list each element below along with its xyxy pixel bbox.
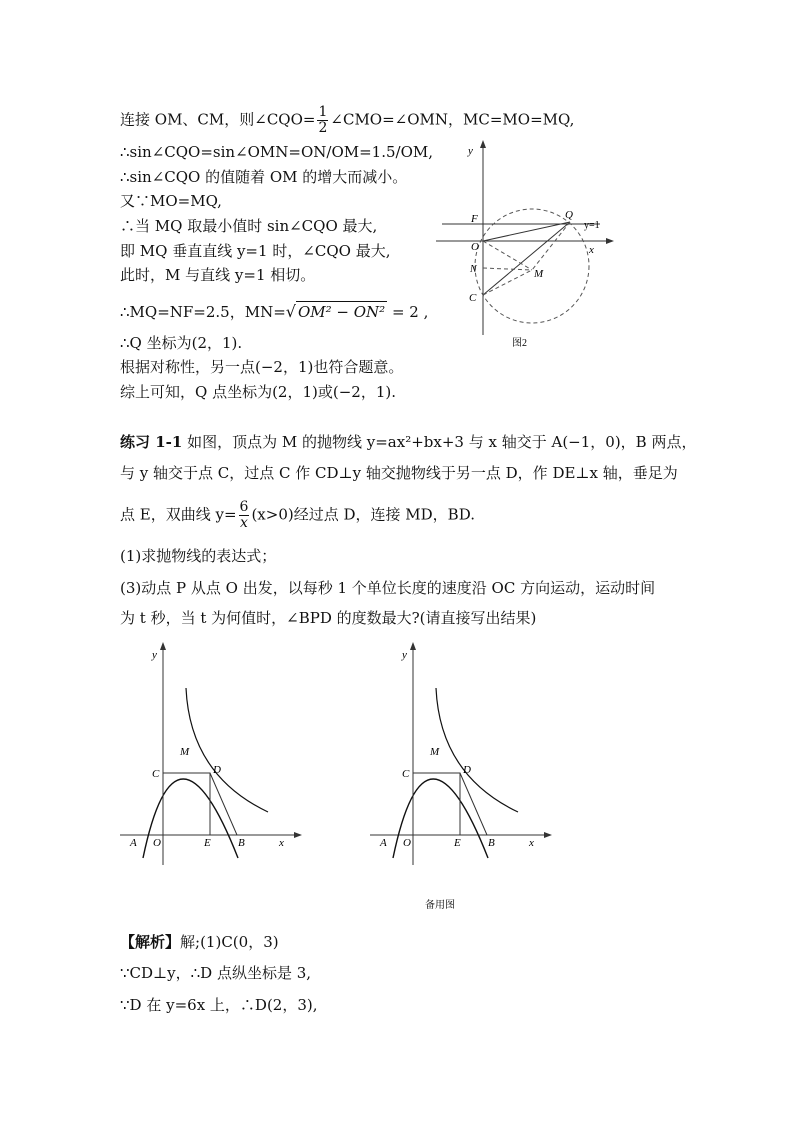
text-line-8: ∴MQ=NF=2.5，MN=√ OM² − ON² = 2 , [120,302,429,321]
fig2-label-y: y [468,145,473,157]
graph1-hyperbola [186,688,268,812]
text-line-10: 根据对称性，另一点(−2，1)也符合题意。 [120,358,404,376]
fig2-label-M: M [534,268,544,280]
graph2-label-y: y [402,649,407,661]
fraction-half [317,105,328,136]
exercise-l1-rest: 如图，顶点为 M 的抛物线 y=ax²+bx+3 与 x 轴交于 A(−1，0)，B 两点， [182,433,697,451]
solution-line-1 [120,932,279,952]
exercise-q1: (1)求抛物线的表达式； [120,547,277,565]
exercise-line-2: 与 y 轴交于点 C，过点 C 作 CD⊥y 轴交抛物线于另一点 D，作 DE⊥x 轴，垂足为 [120,464,678,482]
solution-line-2: ∵CD⊥y，∴D 点纵坐标是 3, [120,964,312,982]
exercise-line-1 [120,432,696,452]
exercise-line-3 [120,500,475,531]
fig2-label-line: y=1 [584,220,600,231]
graph2-label-O: O [403,837,411,849]
fraction-den: 2 [318,120,328,136]
graph1-rect-CDEO [163,773,210,835]
graph1-label-y: y [152,649,157,661]
solution-line-3: ∵D 在 y=6x 上，∴D(2，3), [120,996,318,1014]
exercise-l3-post: (x>0)经过点 D，连接 MD，BD. [251,505,475,524]
graph1-label-O: O [153,837,161,849]
fig2-label-x: x [589,244,594,256]
text-line-11: 综上可知，Q 点坐标为(2，1)或(−2，1). [120,383,396,401]
graph2-rect-CDEO [413,773,460,835]
fig2-label-N: N [470,264,477,275]
fig2-segment-NM [483,268,532,270]
fraction-den: x [240,515,248,531]
graph2-label-D: D [463,764,471,776]
text-line-9: ∴Q 坐标为(2，1). [120,334,243,352]
graph1-label-C: C [152,768,160,780]
graph2-label-C: C [402,768,410,780]
fig2-segment-OQ [483,222,570,241]
fig2-caption: 图2 [512,338,527,349]
parabola-graph-backup [368,640,558,915]
fig2-segment-CM [483,270,532,295]
text-line-5: ∴当 MQ 取最小值时 sin∠CQO 最大, [120,217,378,235]
graph1-label-E: E [204,837,211,849]
text-line-1 [120,105,574,136]
text-line-3: ∴sin∠CQO 的值随着 OM 的增大而减小。 [120,168,408,186]
fraction-6-over-x [239,500,250,531]
graph2-label-M: M [430,746,440,758]
solution-l1-rest: 解;(1)C(0，3) [180,933,279,951]
exercise-l3-pre: 点 E，双曲线 y= [120,505,237,524]
line1-pre: 连接 OM、CM，则∠CQO= [120,110,316,129]
fig2-label-O: O [471,241,479,253]
fig2-circle [475,209,589,323]
graph1-label-A: A [130,837,137,849]
graph1-label-x: x [279,837,284,849]
solution-tag: 【解析】 [120,933,181,951]
exercise-title: 练习 1-1 [120,433,183,451]
exercise-q3-line-a: (3)动点 P 从点 O 出发，以每秒 1 个单位长度的速度沿 OC 方向运动，运动时间 [120,579,656,597]
sqrt-expression: OM² − ON² [297,303,386,321]
graph2-label-E: E [454,837,461,849]
line1-post: ∠CMO=∠OMN，MC=MO=MQ, [330,110,575,129]
graph2-hyperbola [436,688,518,812]
text-line-6: 即 MQ 垂直直线 y=1 时，∠CQO 最大, [120,242,391,260]
backup-figure-caption: 备用图 [425,900,455,911]
exercise-q3-line-b: 为 t 秒，当 t 为何值时，∠BPD 的度数最大?(请直接写出结果) [120,609,537,627]
graph2-label-A: A [380,837,387,849]
graph2-label-B: B [488,837,495,849]
graph2-label-x: x [529,837,534,849]
fig2-label-F: F [471,213,478,225]
fig2-label-Q: Q [565,209,573,221]
graph1-label-B: B [238,837,245,849]
fig2-segment-OM [483,241,532,270]
graph1-label-D: D [213,764,221,776]
graph1-label-M: M [180,746,190,758]
figure-2 [430,140,620,360]
line8-pre: ∴MQ=NF=2.5，MN= [120,303,286,321]
fraction-num: 6 [239,499,249,515]
fig2-segment-CQ [483,222,570,295]
fig2-label-C: C [469,292,477,304]
parabola-graph-main [118,640,308,870]
text-line-2: ∴sin∠CQO=sin∠OMN=ON/OM=1.5/OM, [120,143,434,161]
fraction-num: 1 [318,104,328,120]
line8-post: = 2 , [387,303,429,321]
text-line-7: 此时，M 与直线 y=1 相切。 [120,266,316,284]
text-line-4: 又∵MO=MQ, [120,192,222,210]
